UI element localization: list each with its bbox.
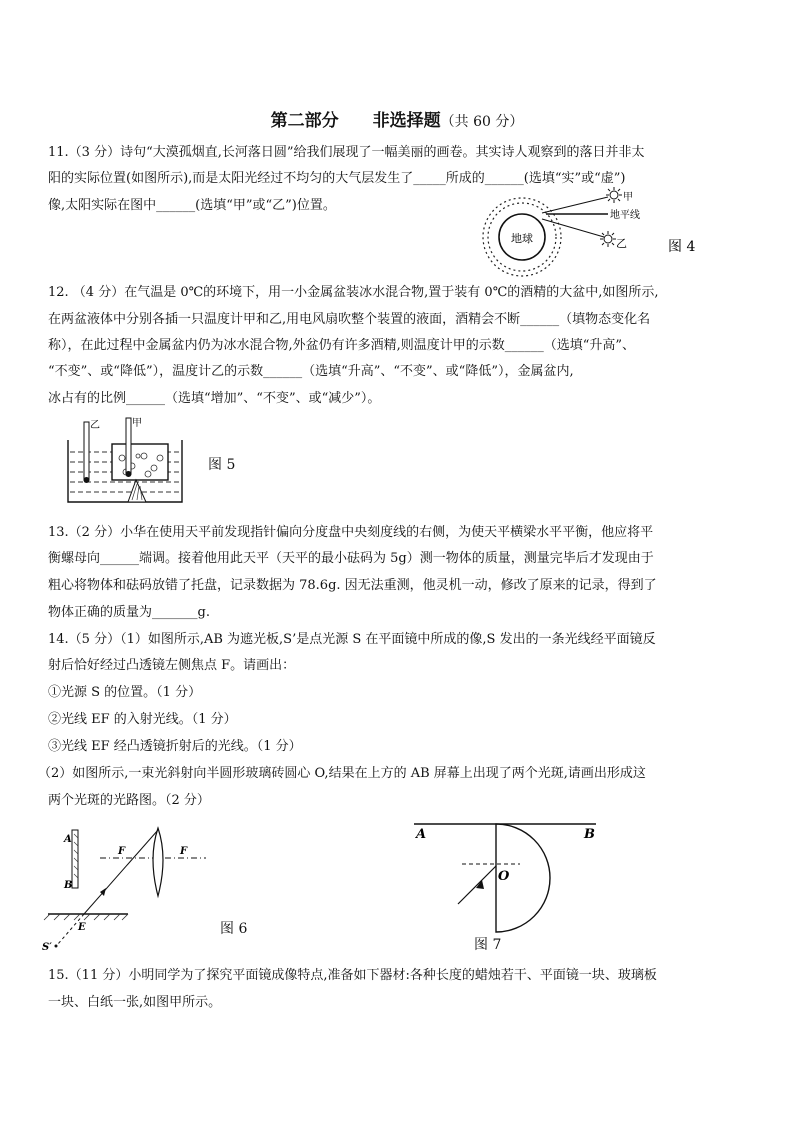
label-jia: 甲 <box>623 192 633 203</box>
section-title <box>0 106 794 131</box>
ray-to-yi <box>542 219 604 237</box>
q14-item2: ②光线 EF 的入射光线。（1 分） <box>48 712 237 727</box>
q15-line1: 15.（11 分）小明同学为了探究平面镜成像特点,准备如下器材:各种长度的蜡烛若干、平面镜一块、玻璃板 <box>48 968 657 983</box>
sun-icon-yi <box>600 231 616 247</box>
figure-6-caption: 图 6 <box>220 921 248 937</box>
figure-7-diagram <box>410 818 610 938</box>
q14-line1: 14.（5 分）（1）如图所示,AB 为遮光板,S’是点光源 S 在平面镜中所成的像,S 发出的一条光线经平面镜反 <box>48 632 656 647</box>
q11-line3: 像,太阳实际在图中______(选填“甲”或“乙”)位置。 <box>48 198 336 213</box>
q12-line2: 在两盆液体中分别各插一只温度计甲和乙,用电风扇吹整个装置的液面，酒精会不断______（填物态变化名 <box>48 312 651 327</box>
section-title-score: （共 60 分） <box>440 114 524 130</box>
convex-lens <box>153 828 163 896</box>
figure-4-caption: 图 4 <box>668 239 696 255</box>
label-b-7: B <box>584 827 595 842</box>
q13-line2: 衡螺母向______端调。接着他用此天平（天平的最小砝码为 5g）测一物体的质量，测量完毕后才发现由于 <box>48 551 654 566</box>
q14-line2: 射后恰好经过凸透镜左侧焦点 F。请画出： <box>48 658 296 673</box>
label-yi: 乙 <box>616 237 627 250</box>
label-a: A <box>64 834 72 845</box>
q11-line2: 阳的实际位置(如图所示),而是太阳光经过不均匀的大气层发生了_____所成的______(选填“实”或“虚”) <box>48 171 626 186</box>
q14-part2-line2: 两个光斑的光路图。（2 分） <box>48 793 210 808</box>
thermometer-yi <box>84 422 89 480</box>
label-o: O <box>498 869 510 884</box>
q12-line4: “不变”、或“降低”），温度计乙的示数______（选填“升高”、“不变”、或“降低”），金属盆内, <box>48 364 574 379</box>
q13-line3: 粗心将物体和砝码放错了托盘，记录数据为 78.6g. 因无法重测，他灵机一动，修改了原来的记录，得到了 <box>48 578 657 593</box>
ray-to-jia <box>542 197 608 213</box>
label-f-left: F <box>118 846 126 857</box>
incident-ray <box>458 866 496 904</box>
label-horizon: 地平线 <box>610 210 640 221</box>
label-a-7: A <box>416 827 427 842</box>
metal-basin <box>112 444 168 480</box>
label-jia-5: 甲 <box>132 418 142 429</box>
figure-6-diagram <box>40 826 240 956</box>
figure-4-diagram <box>480 185 720 275</box>
q14-item3: ③光线 EF 经凸透镜折射后的光线。（1 分） <box>48 739 302 754</box>
q13-line4: 物体正确的质量为_______g. <box>48 605 210 620</box>
earth-label: 地球 <box>511 232 533 245</box>
sun-icon-jia <box>606 187 622 203</box>
figure-7-caption: 图 7 <box>474 937 502 953</box>
label-e: E <box>78 922 86 933</box>
label-b: B <box>64 880 73 891</box>
q12-line1: 12. （4 分）在气温是 0℃的环境下，用一小金属盆装冰水混合物,置于装有 0℃的酒精的大盆中,如图所示, <box>48 285 659 300</box>
ray-ef <box>84 830 158 914</box>
q14-part2-line1: （2）如图所示,一束光斜射向半圆形玻璃砖圆心 O,结果在上方的 AB 屏幕上出现了两个光斑,请画出形成这 <box>38 766 646 781</box>
q12-line3: 称），在此过程中金属盆内仍为冰水混合物,外盆仍有许多酒精,则温度计甲的示数______（选填“升高”、 <box>48 338 636 353</box>
figure-5-diagram <box>66 416 186 506</box>
q14-item1: ①光源 S 的位置。（1 分） <box>48 685 202 700</box>
label-s-prime: S′ <box>42 942 52 953</box>
label-f-right: F <box>180 846 188 857</box>
q12-line5: 冰占有的比例______（选填“增加”、“不变”、或“减少”）。 <box>48 391 381 406</box>
thermometer-jia <box>126 418 131 474</box>
q15-line2: 一块、白纸一张,如图甲所示。 <box>48 995 222 1010</box>
figure-5-caption: 图 5 <box>208 457 236 473</box>
q11-line1: 11.（3 分）诗句“大漠孤烟直,长河落日圆”给我们展现了一幅美丽的画卷。其实诗人观察到的落日并非太 <box>48 145 645 160</box>
label-yi-5: 乙 <box>90 420 100 431</box>
q13-line1: 13.（2 分）小华在使用天平前发现指针偏向分度盘中央刻度线的右侧，为使天平横梁水平平衡，他应将平 <box>48 525 654 540</box>
section-title-main: 第二部分 非选择题 <box>270 111 441 131</box>
